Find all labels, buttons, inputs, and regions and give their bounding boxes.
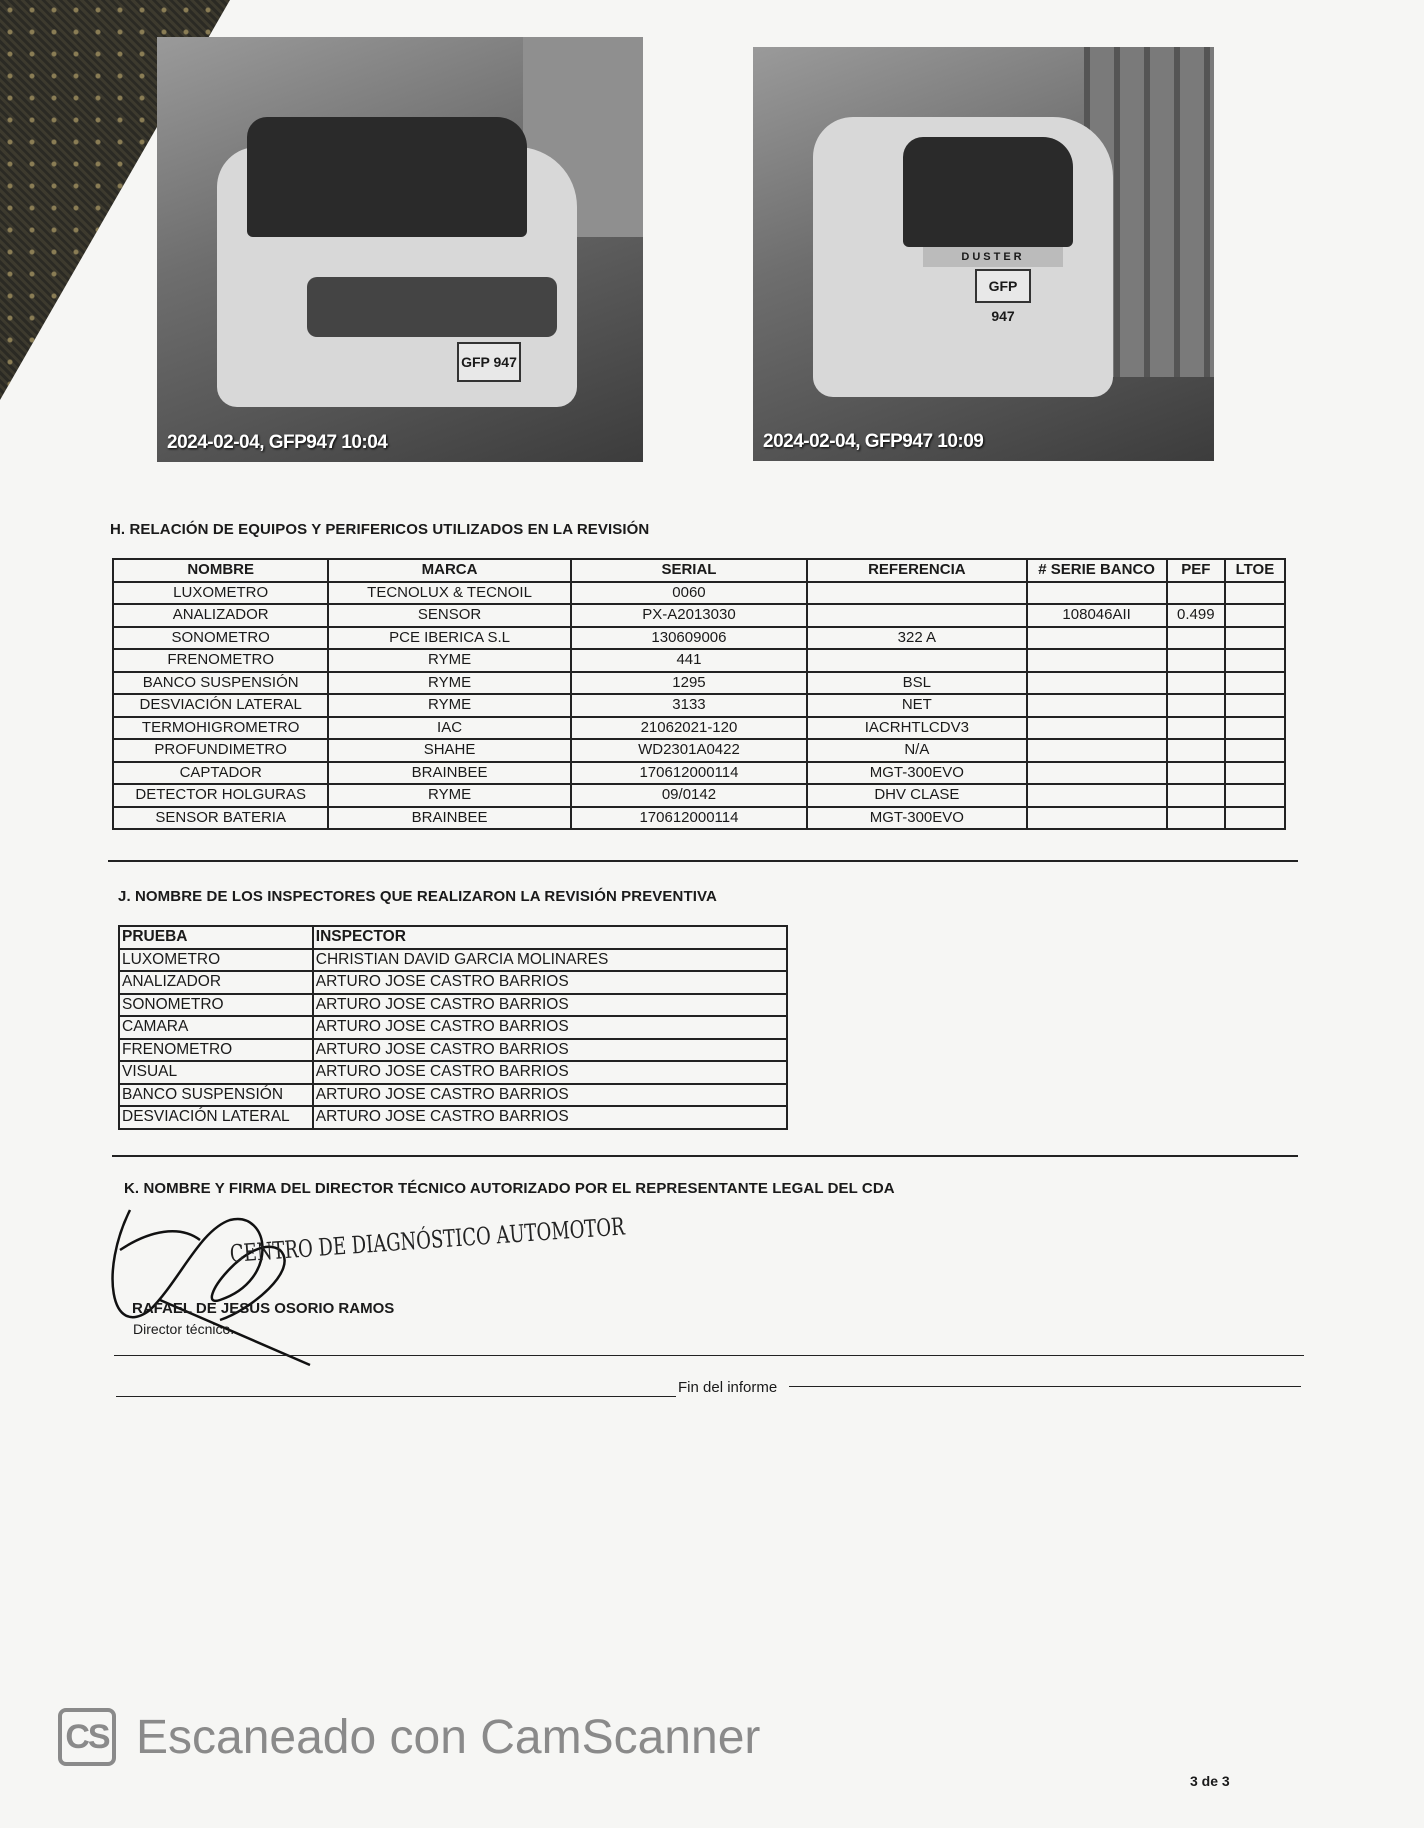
- table-cell: SONOMETRO: [113, 627, 328, 650]
- table-cell: 0.499: [1167, 604, 1225, 627]
- column-header: # SERIE BANCO: [1027, 559, 1167, 582]
- table-cell: TECNOLUX & TECNOIL: [328, 582, 570, 605]
- inspectors-table: [118, 925, 788, 1130]
- photo-timestamp: 2024-02-04, GFP947 10:04: [167, 432, 388, 453]
- director-signature: [90, 1190, 510, 1380]
- table-cell: [1167, 784, 1225, 807]
- table-cell: MGT-300EVO: [807, 762, 1026, 785]
- table-row: [119, 1039, 787, 1062]
- table-cell: BRAINBEE: [328, 807, 570, 830]
- end-of-report: Fin del informe: [678, 1379, 778, 1396]
- table-cell: WD2301A0422: [571, 739, 807, 762]
- table-row: [119, 1106, 787, 1129]
- table-cell: RYME: [328, 672, 570, 695]
- table-cell: 170612000114: [571, 807, 807, 830]
- table-cell: 0060: [571, 582, 807, 605]
- column-header: LTOE: [1225, 559, 1285, 582]
- table-cell: [1225, 784, 1285, 807]
- table-cell: [1225, 807, 1285, 830]
- table-cell: LUXOMETRO: [119, 949, 313, 972]
- column-header: INSPECTOR: [313, 926, 787, 949]
- table-row: [113, 694, 1285, 717]
- table-cell: N/A: [807, 739, 1026, 762]
- table-row: [119, 1061, 787, 1084]
- table-header-row: [119, 926, 787, 949]
- column-header: REFERENCIA: [807, 559, 1026, 582]
- table-cell: 130609006: [571, 627, 807, 650]
- table-row: [113, 784, 1285, 807]
- table-cell: ARTURO JOSE CASTRO BARRIOS: [313, 971, 787, 994]
- section-j-title: J. NOMBRE DE LOS INSPECTORES QUE REALIZARON LA REVISIÓN PREVENTIVA: [118, 888, 717, 905]
- divider: [789, 1386, 1301, 1387]
- table-row: [119, 1084, 787, 1107]
- table-row: [113, 649, 1285, 672]
- column-header: SERIAL: [571, 559, 807, 582]
- license-plate: GFP 947: [975, 269, 1031, 303]
- table-header-row: [113, 559, 1285, 582]
- table-cell: 3133: [571, 694, 807, 717]
- photo-timestamp: 2024-02-04, GFP947 10:09: [763, 431, 984, 452]
- camscanner-watermark: [58, 1708, 760, 1766]
- table-cell: [1027, 807, 1167, 830]
- camscanner-logo-icon: CS: [58, 1708, 116, 1766]
- equipment-table: [112, 558, 1286, 830]
- table-cell: [1167, 672, 1225, 695]
- table-cell: 170612000114: [571, 762, 807, 785]
- table-cell: [1167, 807, 1225, 830]
- table-cell: [1027, 784, 1167, 807]
- column-header: MARCA: [328, 559, 570, 582]
- table-cell: FRENOMETRO: [119, 1039, 313, 1062]
- table-cell: [1225, 649, 1285, 672]
- table-cell: RYME: [328, 784, 570, 807]
- table-cell: [1225, 582, 1285, 605]
- table-cell: PX-A2013030: [571, 604, 807, 627]
- table-cell: ANALIZADOR: [119, 971, 313, 994]
- director-name: RAFAEL DE JESUS OSORIO RAMOS: [132, 1300, 395, 1317]
- table-cell: SENSOR BATERIA: [113, 807, 328, 830]
- table-cell: ARTURO JOSE CASTRO BARRIOS: [313, 1016, 787, 1039]
- table-cell: DETECTOR HOLGURAS: [113, 784, 328, 807]
- table-cell: [1027, 627, 1167, 650]
- license-plate: GFP 947: [457, 342, 521, 382]
- table-cell: [1027, 739, 1167, 762]
- table-cell: ANALIZADOR: [113, 604, 328, 627]
- table-cell: LUXOMETRO: [113, 582, 328, 605]
- table-cell: IAC: [328, 717, 570, 740]
- table-row: [113, 672, 1285, 695]
- table-cell: [1027, 762, 1167, 785]
- vehicle-photo-front: [157, 37, 643, 462]
- table-cell: [1225, 717, 1285, 740]
- vehicle-photo-rear: [753, 47, 1214, 461]
- table-cell: BSL: [807, 672, 1026, 695]
- watermark-text: Escaneado con CamScanner: [136, 1710, 761, 1764]
- table-cell: [1225, 672, 1285, 695]
- divider: [116, 1396, 676, 1397]
- table-cell: [1027, 672, 1167, 695]
- table-row: [113, 604, 1285, 627]
- table-cell: MGT-300EVO: [807, 807, 1026, 830]
- table-cell: [1167, 627, 1225, 650]
- table-cell: [1027, 582, 1167, 605]
- divider: [112, 1155, 1298, 1157]
- column-header: PRUEBA: [119, 926, 313, 949]
- table-cell: RYME: [328, 694, 570, 717]
- table-cell: BANCO SUSPENSIÓN: [113, 672, 328, 695]
- table-cell: [1225, 627, 1285, 650]
- section-k-title: K. NOMBRE Y FIRMA DEL DIRECTOR TÉCNICO AUTORIZADO POR EL REPRESENTANTE LEGAL DEL CDA: [124, 1180, 895, 1197]
- table-cell: BRAINBEE: [328, 762, 570, 785]
- table-cell: FRENOMETRO: [113, 649, 328, 672]
- table-cell: [1225, 604, 1285, 627]
- table-cell: CAMARA: [119, 1016, 313, 1039]
- table-cell: DESVIACIÓN LATERAL: [113, 694, 328, 717]
- table-row: [119, 994, 787, 1017]
- table-cell: SENSOR: [328, 604, 570, 627]
- table-cell: 09/0142: [571, 784, 807, 807]
- table-cell: [1167, 582, 1225, 605]
- table-cell: DESVIACIÓN LATERAL: [119, 1106, 313, 1129]
- table-cell: IACRHTLCDV3: [807, 717, 1026, 740]
- table-cell: ARTURO JOSE CASTRO BARRIOS: [313, 1061, 787, 1084]
- column-header: PEF: [1167, 559, 1225, 582]
- table-cell: PCE IBERICA S.L: [328, 627, 570, 650]
- table-cell: 108046AII: [1027, 604, 1167, 627]
- table-cell: 21062021-120: [571, 717, 807, 740]
- table-cell: PROFUNDIMETRO: [113, 739, 328, 762]
- section-h-title: H. RELACIÓN DE EQUIPOS Y PERIFERICOS UTILIZADOS EN LA REVISIÓN: [110, 521, 650, 538]
- table-cell: SONOMETRO: [119, 994, 313, 1017]
- column-header: NOMBRE: [113, 559, 328, 582]
- table-row: [119, 971, 787, 994]
- table-cell: [1027, 717, 1167, 740]
- table-cell: [1167, 649, 1225, 672]
- divider: [108, 860, 1298, 862]
- table-cell: RYME: [328, 649, 570, 672]
- table-row: [113, 627, 1285, 650]
- table-cell: [1167, 739, 1225, 762]
- table-cell: [1167, 694, 1225, 717]
- table-row: [113, 762, 1285, 785]
- table-cell: ARTURO JOSE CASTRO BARRIOS: [313, 1106, 787, 1129]
- table-cell: [1225, 694, 1285, 717]
- table-cell: CHRISTIAN DAVID GARCIA MOLINARES: [313, 949, 787, 972]
- table-row: [119, 949, 787, 972]
- table-cell: 322 A: [807, 627, 1026, 650]
- divider: [114, 1355, 1304, 1356]
- table-cell: ARTURO JOSE CASTRO BARRIOS: [313, 994, 787, 1017]
- table-cell: [1225, 762, 1285, 785]
- table-cell: CAPTADOR: [113, 762, 328, 785]
- table-cell: BANCO SUSPENSIÓN: [119, 1084, 313, 1107]
- page-number: 3 de 3: [1190, 1773, 1230, 1789]
- table-cell: [1225, 739, 1285, 762]
- table-cell: NET: [807, 694, 1026, 717]
- table-cell: ARTURO JOSE CASTRO BARRIOS: [313, 1039, 787, 1062]
- table-row: [113, 807, 1285, 830]
- table-cell: [1167, 717, 1225, 740]
- table-cell: VISUAL: [119, 1061, 313, 1084]
- table-cell: SHAHE: [328, 739, 570, 762]
- table-row: [113, 739, 1285, 762]
- table-cell: [807, 649, 1026, 672]
- table-row: [119, 1016, 787, 1039]
- model-badge: DUSTER: [923, 247, 1063, 267]
- table-cell: 441: [571, 649, 807, 672]
- table-cell: TERMOHIGROMETRO: [113, 717, 328, 740]
- table-row: [113, 717, 1285, 740]
- table-cell: DHV CLASE: [807, 784, 1026, 807]
- table-cell: [1167, 762, 1225, 785]
- table-cell: ARTURO JOSE CASTRO BARRIOS: [313, 1084, 787, 1107]
- director-role: Director técnico.: [133, 1321, 235, 1337]
- table-cell: 1295: [571, 672, 807, 695]
- table-cell: [807, 582, 1026, 605]
- table-cell: [1027, 649, 1167, 672]
- table-row: [113, 582, 1285, 605]
- table-cell: [807, 604, 1026, 627]
- table-cell: [1027, 694, 1167, 717]
- stamp-text: CENTRO DE DIAGNÓSTICO AUTOMOTOR: [229, 1212, 626, 1268]
